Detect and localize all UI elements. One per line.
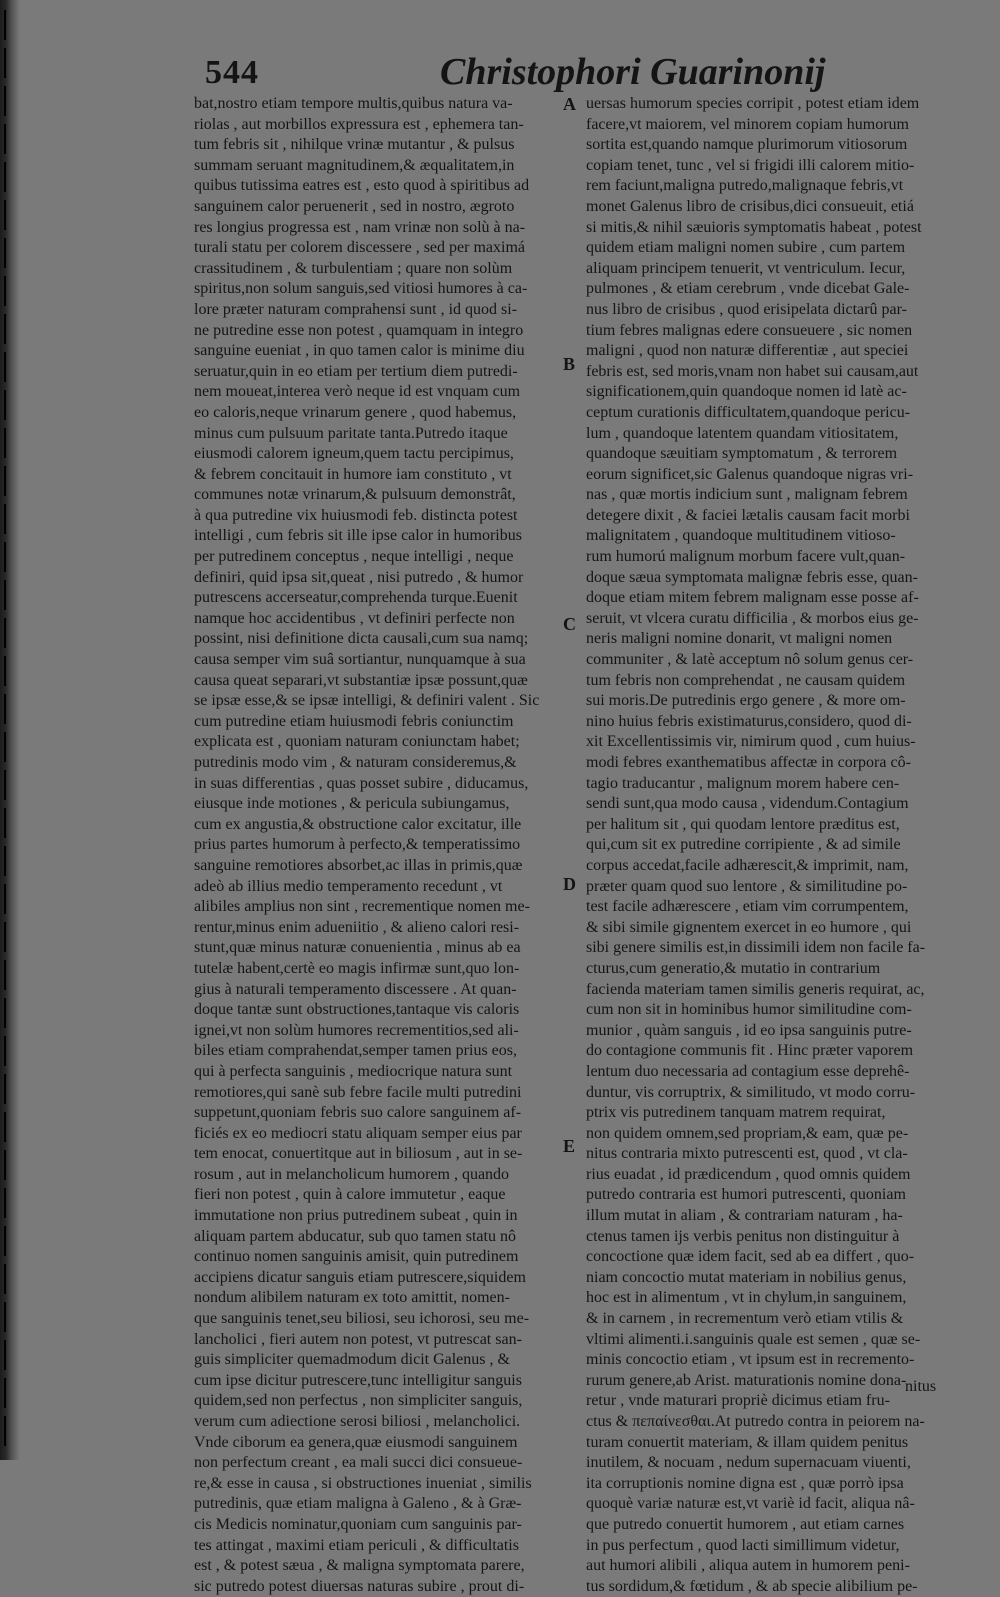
text-line: quidem etiam maligni nomen subire , cum partem bbox=[586, 239, 906, 257]
text-line: putrescens accerseatur,comprehenda turque.Euenit bbox=[194, 589, 518, 607]
text-line: retur , vnde maturari propriè dicimus etiam fru- bbox=[586, 1392, 890, 1410]
text-line: fieri non potest , quin à calore immutetur , eaque bbox=[194, 1186, 506, 1204]
text-line: significationem,quin quandoque nomen id latè ac- bbox=[586, 383, 907, 401]
text-line: ignei,vt non solùm humores recrementitios,sed ali- bbox=[194, 1021, 519, 1039]
text-line: est , & potest sæua , & maligna symptomata parere, bbox=[194, 1557, 525, 1575]
text-line: non perfectum creant , ea mali succi dici consueue- bbox=[194, 1454, 523, 1472]
text-line: monet Galenus libro de crisibus,dici consueuit, etiá bbox=[586, 197, 914, 215]
text-line: rius euadat , id prædicendum , quod omnis quidem bbox=[586, 1165, 911, 1183]
text-line: tium febres malignas edere consueuere , sic nomen bbox=[586, 321, 913, 339]
text-line: ficiés ex eo mediocri statu aliquam semper eius par bbox=[194, 1124, 522, 1142]
text-line: lum , quandoque latentem quandam vitiositatem, bbox=[586, 424, 899, 442]
text-line: causa queat separari,vt substantiæ ipsæ possunt,quæ bbox=[194, 671, 528, 689]
text-line: vltimi alimenti.i.sanguinis quale est semen , quæ se- bbox=[586, 1330, 921, 1348]
text-line: sibi genere similis est,in dissimili idem non facile fa- bbox=[586, 939, 926, 957]
text-line: & sibi simile gignentem exercet in eo humore , qui bbox=[586, 918, 912, 936]
margin-letter-c: C bbox=[563, 614, 576, 634]
text-line: putredinis, quæ etiam maligna à Galeno , & à Græ- bbox=[194, 1495, 522, 1513]
text-line: nitus contraria mixto putrescenti est, quod , vt cla- bbox=[586, 1145, 908, 1163]
left-text-column bbox=[194, 94, 566, 1597]
text-line: causa semper vim suâ sortiantur, nunquamque à sua bbox=[194, 651, 526, 669]
text-line: eiusque inde motiones , & pericula subiungamus, bbox=[194, 795, 510, 813]
text-line: que putredo conuertit humorem , aut etiam carnes bbox=[586, 1515, 905, 1533]
text-line: sui moris.De putredinis ergo genere , & more om- bbox=[586, 692, 906, 710]
text-line: tum febris non comprehendat , ne causam quidem bbox=[586, 671, 906, 689]
text-line: copiam tenet, tunc , vel si frigidi illi calorem mitio- bbox=[586, 156, 915, 174]
text-line: cis Medicis nominatur,quoniam cum sanguinis par- bbox=[194, 1515, 522, 1533]
text-line: duntur, vis corruptrix, & similitudo, vt modo corru- bbox=[586, 1083, 916, 1101]
text-line: immutatione non prius putredinem subeat , quin in bbox=[194, 1207, 518, 1225]
text-line: possint, nisi definitione dicta causali,cum sua namq; bbox=[194, 630, 529, 648]
text-line: sortita est,quando namque plurimorum vitiosorum bbox=[586, 136, 908, 154]
text-line: uersas humorum species corripit , potest etiam idem bbox=[586, 95, 920, 112]
text-line: ptrix vis putredinem tanquam matrem requirat, bbox=[586, 1104, 886, 1122]
text-line: rurum genere,ab Arist. maturationis nomine dona- bbox=[586, 1371, 907, 1389]
text-line: minis concoctio etiam , vt ipsum est in recremento- bbox=[586, 1351, 915, 1369]
text-line: cum putredine etiam huiusmodi febris coniunctim bbox=[194, 712, 514, 730]
text-line: turali statu per colorem discessere , sed per maximá bbox=[194, 239, 525, 257]
text-line: maligni , quod non naturæ differentiæ , aut speciei bbox=[586, 342, 909, 360]
text-line: explicata est , quoniam naturam coniunctam habet; bbox=[194, 733, 520, 751]
text-line: eorum significet,sic Galenus quandoque nigras vri- bbox=[586, 465, 914, 483]
text-line: quibus tutissima eatres est , esto quod à spiritibus ad bbox=[194, 177, 530, 195]
text-line: & in carnem , in recrementum verò etiam vtilis & bbox=[586, 1310, 904, 1328]
text-line: xit Excellentissimis vir, nimirum quod , cum huius- bbox=[586, 733, 916, 751]
text-line: doque sæua symptomata malignæ febris esse, quan- bbox=[586, 568, 918, 586]
margin-letter-b: B bbox=[563, 354, 576, 374]
text-line: malignitatem , quandoque multitudinem vitioso- bbox=[586, 527, 896, 545]
text-line: se ipsæ esse,& se ipsæ intelligi, & definiri valent . Sic bbox=[194, 692, 540, 710]
text-line: sanguine eueniat , in quo tamen calor is minime diu bbox=[194, 342, 525, 360]
text-line: rosum , aut in melancholicum humorem , quando bbox=[194, 1165, 510, 1183]
text-line: intelligi , cum febris sit ille ipse calor in humoribus bbox=[194, 527, 522, 545]
text-line: bat,nostro etiam tempore multis,quibus natura va- bbox=[194, 95, 513, 112]
text-line: detegere dixit , & faciei lætalis causam facit morbi bbox=[586, 506, 910, 524]
text-line: rem faciunt,maligna putredo,malignaque febris,vt bbox=[586, 177, 904, 195]
right-text-column bbox=[586, 94, 954, 1597]
text-line: riolas , aut morbillos expressura est , ephemera tan- bbox=[194, 115, 524, 133]
text-line: putredinis modo vim , & naturam consideremus,& bbox=[194, 754, 517, 771]
text-line: præter quam quod suo lentore , & similitudine po- bbox=[586, 877, 908, 895]
text-line: quidem,sed non perfectus , non simpliciter sanguis, bbox=[194, 1392, 523, 1410]
margin-letter-d: D bbox=[563, 874, 576, 894]
text-line: aliquam partem abducatur, sub quo tamen statu nô bbox=[194, 1227, 516, 1245]
text-line: que sanguinis tenet,seu biliosi, seu ichorosi, seu me- bbox=[194, 1310, 530, 1328]
text-line: aliquam principem tenuerit, vt ventriculum. Iecur, bbox=[586, 259, 906, 277]
text-line: qui,cum sit ex putredine corripiente , & ad simile bbox=[586, 836, 901, 854]
text-line: stunt,quæ minus naturæ conuenientia , minus ab ea bbox=[194, 939, 521, 957]
text-line: suppetunt,quoniam febris suo calore sanguinem af- bbox=[194, 1104, 522, 1122]
text-line: & febrem concitauit in humore iam constituto , vt bbox=[194, 465, 512, 483]
text-line: nem moueat,interea verò neque id est vnquam cum bbox=[194, 383, 521, 401]
text-line: doque tantæ sunt obstructiones,tantaque vis caloris bbox=[194, 1001, 520, 1019]
text-line: seruatur,quin in eo etiam per tertium diem putredi- bbox=[194, 362, 518, 380]
text-line: definiri, quid ipsa sit,queat , nisi putredo , & humor bbox=[194, 568, 524, 586]
text-line: tem enocat, conuertitque aut in biliosum , aut in se- bbox=[194, 1145, 523, 1163]
text-line: biles etiam comprahendat,semper tamen prius eos, bbox=[194, 1042, 518, 1060]
text-line: gius à naturali temperamento discessere . At quan- bbox=[194, 980, 517, 998]
text-line: continuo nomen sanguinis amisit, quin putredinem bbox=[194, 1248, 519, 1266]
text-line: putredo contraria est humori putrescenti, quoniam bbox=[586, 1186, 906, 1204]
text-line: munior , quàm sanguis , id eo ipsa sanguinis putre- bbox=[586, 1021, 912, 1039]
text-line: minus cum pulsuum paritate tanta.Putredo itaque bbox=[194, 424, 508, 442]
text-line: communiter , & latè acceptum nô solum genus cer- bbox=[586, 651, 914, 669]
text-line: eiusmodi calorem igneum,quem tactu percipimus, bbox=[194, 445, 514, 463]
text-line: non quidem omnem,sed propriam,& eam, quæ pe- bbox=[586, 1124, 909, 1142]
text-line: ne putredine esse non potest , quamquam in integro bbox=[194, 321, 524, 339]
text-line: per halitum sit , qui quodam lentore præditus est, bbox=[586, 815, 900, 833]
text-line: ita corruptionis nomine digna est , quæ porrò ipsa bbox=[586, 1474, 904, 1492]
text-line: lentum duo necessaria ad contagium esse deprehê- bbox=[586, 1062, 910, 1080]
text-line: seruit, vt vlcera curatu difficilia , & morbos eius ge- bbox=[586, 609, 919, 627]
text-line: res longius progressa est , nam vrinæ non solù à na- bbox=[194, 218, 526, 236]
text-line: concoctione quæ idem facit, sed ab ea differt , quo- bbox=[586, 1248, 915, 1266]
text-line: modi febres exanthematibus affectæ in corpora cô- bbox=[586, 754, 911, 771]
text-line: lore præter naturam comprahensi sunt , id quod si- bbox=[194, 300, 518, 318]
text-line: neris maligni nomine donarit, vt maligni nomen bbox=[586, 630, 893, 648]
page-number: 544 bbox=[205, 54, 259, 91]
text-line: ctus & πεπαίνεσθαι.At putredo contra in peiorem na- bbox=[586, 1413, 925, 1430]
text-line: facere,vt maiorem, vel minorem copiam humorum bbox=[586, 115, 909, 133]
text-line: alibiles amplius non sint , recrementique nomen me- bbox=[194, 898, 530, 916]
text-line: in suas differentias , quas posset subire , diducamus, bbox=[194, 774, 529, 792]
text-line: eo caloris,neque vrinarum genere , quod habemus, bbox=[194, 403, 517, 421]
text-line: si mitis,& nihil sæuioris symptomatis habeat , potest bbox=[586, 218, 922, 236]
text-line: tagio traducantur , malignum morem habere cen- bbox=[586, 774, 900, 792]
text-line: febris est, sed moris,vnam non habet sui causam,aut bbox=[586, 362, 919, 380]
text-line: ceptum curationis difficultatem,quandoque pericu- bbox=[586, 403, 911, 421]
margin-letter-e: E bbox=[563, 1136, 576, 1156]
text-line: accipiens dicatur sanguis etiam putrescere,siquidem bbox=[194, 1268, 526, 1286]
text-line: verum cum adiectione serosi biliosi , melancholici. bbox=[194, 1413, 521, 1430]
text-line: nus libro de crisibus , quod erisipelata dictarû par- bbox=[586, 300, 907, 318]
text-line: per putredinem conceptus , neque intelligi , neque bbox=[194, 548, 514, 566]
text-line: inutilem, & nocuam , nedum supernacuam viuenti, bbox=[586, 1454, 911, 1472]
text-line: do contagione communis fit . Hinc præter vaporem bbox=[586, 1042, 914, 1060]
text-line: tum febris sit , nihilque vrinæ mutantur , & pulsus bbox=[194, 136, 515, 154]
text-line: corpus accedat,facile adhærescit,& imprimit, nam, bbox=[586, 856, 909, 874]
text-line: sanguine remotiores absorbet,ac illas in primis,quæ bbox=[194, 856, 523, 874]
text-line: turam conuertit materiam, & illam quidem penitus bbox=[586, 1433, 909, 1451]
text-line: tes attingat , maximi etiam periculi , & difficultatis bbox=[194, 1536, 519, 1554]
text-line: illum mutat in aliam , & contrariam naturam , ha- bbox=[586, 1207, 903, 1225]
text-line: cturus,cum generatio,& mutatio in contrarium bbox=[586, 959, 881, 977]
text-line: in pus perfectum , quod lacti simillimum videtur, bbox=[586, 1536, 900, 1554]
text-line: remotiores,qui sanè sub febre facile multi putredini bbox=[194, 1083, 522, 1101]
text-line: quoquè variæ naturæ est,vt variè id facit, aliqua nâ- bbox=[586, 1495, 915, 1513]
catchword: nitus bbox=[905, 1378, 937, 1395]
text-line: namque hoc accidentibus , vt definiri perfecte non bbox=[194, 609, 515, 627]
text-line: doque etiam mitem febrem malignam esse posse af- bbox=[586, 589, 919, 607]
text-line: sic putredo potest diuersas naturas subire , prout di- bbox=[194, 1577, 525, 1595]
text-line: communes notæ vrinarum,& pulsuum demonstrât, bbox=[194, 486, 516, 504]
text-line: adeò ab illius medio temperamento recedunt , vt bbox=[194, 877, 503, 895]
text-line: spiritus,non solum sanguis,sed vitiosi humores à ca- bbox=[194, 280, 528, 298]
text-line: aut humori alibili , aliqua autem in humorem peni- bbox=[586, 1557, 910, 1575]
text-line: facienda materiam tamen similis generis requirat, ac, bbox=[586, 980, 925, 998]
text-line: cum non sit in hominibus humor similitudine com- bbox=[586, 1001, 912, 1019]
text-line: à qua putredine vix huiusmodi feb. distincta potest bbox=[194, 506, 518, 524]
text-line: sanguinem calor peruenerit , sed in nostro, ægroto bbox=[194, 197, 515, 215]
text-line: crassitudinem , & turbulentiam ; quare non solùm bbox=[194, 259, 513, 277]
text-line: summam seruant magnitudinem,& æqualitatem,in bbox=[194, 156, 515, 174]
text-line: niam concoctio mutat materiam in nobilius genus, bbox=[586, 1268, 907, 1286]
text-line: re,& esse in causa , si obstructiones inueniat , similis bbox=[194, 1474, 532, 1492]
text-line: test facile adhærescere , etiam vim corrumpentem, bbox=[586, 898, 909, 916]
text-line: Vnde ciborum ea genera,quæ eiusmodi sanguinem bbox=[194, 1433, 518, 1451]
margin-letter-a: A bbox=[563, 94, 576, 114]
text-line: guis simpliciter quemadmodum dicit Galenus , & bbox=[194, 1351, 510, 1369]
text-line: hoc est in alimentum , vt in chylum,in sanguinem, bbox=[586, 1289, 907, 1307]
text-line: nondum alibilem naturam ex toto amittit, nomen- bbox=[194, 1289, 510, 1307]
text-line: cum ipse dicitur putrescere,tunc intelligitur sanguis bbox=[194, 1371, 522, 1389]
text-line: lancholici , fieri autem non potest, vt putrescat san- bbox=[194, 1330, 522, 1348]
text-line: ctenus tamen ijs verbis penitus non distinguitur à bbox=[586, 1227, 900, 1245]
text-line: tus sordidum,& fœtidum , & ab specie alibilium pe- bbox=[586, 1577, 918, 1595]
text-line: rentur,minus enim adueniitio , & alieno calori resi- bbox=[194, 918, 520, 936]
text-line: pulmones , & etiam cerebrum , vnde dicebat Gale- bbox=[586, 280, 910, 298]
text-line: nas , quæ mortis indicium sunt , malignam febrem bbox=[586, 486, 908, 504]
text-line: quandoque sæuitiam symptomatum , & terrorem bbox=[586, 445, 898, 463]
text-line: cum ex angustia,& obstructione calor excitatur, ille bbox=[194, 815, 522, 833]
text-line: qui à perfecta sanguinis , mediocrique natura sunt bbox=[194, 1062, 513, 1080]
text-line: prius partes humorum à perfecto,& temperatissimo bbox=[194, 836, 521, 854]
text-line: sendi sunt,qua modo causa , videndum.Contagium bbox=[586, 795, 909, 813]
running-title: Christophori Guarinonij bbox=[440, 51, 826, 93]
text-line: rum humorú malignum morbum facere vult,quan- bbox=[586, 548, 906, 566]
book-binding-edge bbox=[0, 0, 20, 1460]
page-header bbox=[0, 40, 1000, 100]
text-line: tutelæ habent,certè eo magis infirmæ sunt,quo lon- bbox=[194, 959, 520, 977]
text-line: nino huius febris existimaturus,considero, quod di- bbox=[586, 712, 912, 730]
